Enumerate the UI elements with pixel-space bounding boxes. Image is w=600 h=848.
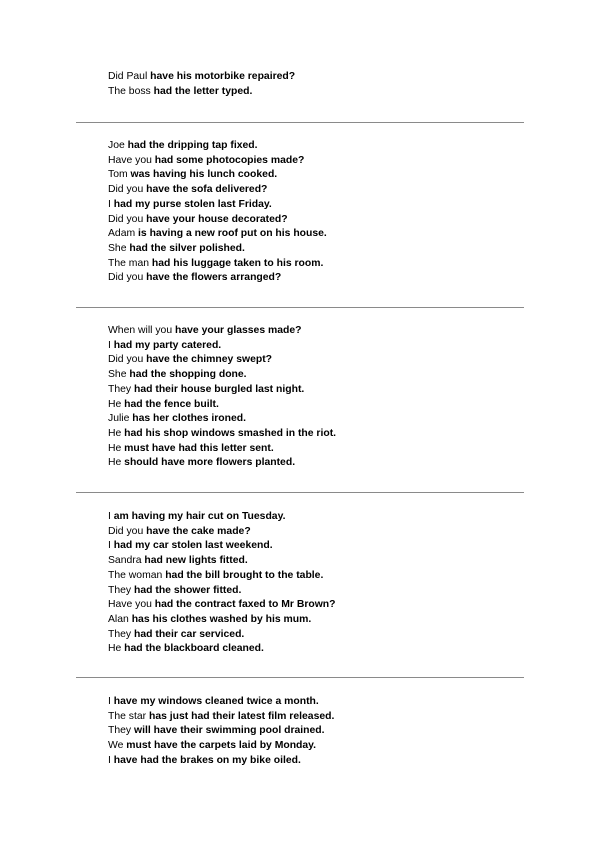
causative-answer: had the blackboard cleaned. — [124, 643, 264, 655]
causative-answer: have the chimney swept? — [146, 354, 273, 366]
causative-answer: had the silver polished. — [129, 242, 245, 254]
item-sentence — [108, 427, 336, 442]
causative-answer: must have the carpets laid by Monday. — [126, 740, 317, 752]
causative-answer: had my party catered. — [113, 339, 222, 351]
sentence-subject: Have you — [108, 154, 155, 166]
sentence-subject: I — [108, 696, 114, 707]
sentence-subject: The man — [108, 257, 152, 269]
causative-answer: has his clothes washed by his mum. — [131, 613, 312, 625]
causative-answer: is having a new roof put on his house. — [138, 228, 327, 240]
sentence-subject: She — [108, 242, 130, 254]
item-sentence — [108, 213, 288, 228]
causative-answer: had the bill brought to the table. — [165, 569, 324, 581]
item-sentence — [108, 569, 323, 584]
sentence-subject: They — [108, 628, 134, 640]
section-divider — [76, 307, 524, 308]
item-sentence — [108, 257, 323, 272]
item-sentence — [108, 525, 251, 540]
item-sentence — [108, 168, 277, 183]
item-sentence — [108, 353, 272, 368]
item-sentence — [108, 271, 281, 286]
sentence-subject: Julie — [108, 413, 133, 425]
item-sentence — [108, 710, 334, 725]
causative-answer: had their car serviced. — [134, 628, 245, 640]
item-sentence — [108, 456, 295, 471]
causative-answer: had their house burgled last night. — [134, 383, 305, 395]
item-sentence — [108, 398, 219, 413]
item-sentence — [108, 628, 244, 643]
sentence-subject: They — [108, 725, 134, 737]
sentence-subject: He — [108, 442, 125, 454]
section-divider — [76, 492, 524, 493]
causative-answer: has just had their latest film released. — [149, 710, 335, 722]
item-sentence — [108, 70, 295, 85]
sentence-subject: Did Paul — [108, 71, 151, 82]
item-sentence — [108, 339, 221, 354]
sentence-subject: I — [108, 198, 114, 210]
sentence-subject: Alan — [108, 613, 132, 625]
item-sentence — [108, 754, 301, 769]
item-sentence — [108, 539, 273, 554]
sentence-subject: Adam — [108, 228, 139, 240]
item-sentence — [108, 154, 304, 169]
sentence-subject: He — [108, 643, 125, 655]
causative-answer: had some photocopies made? — [154, 154, 305, 166]
item-sentence — [108, 368, 247, 383]
sentence-subject: We — [108, 740, 127, 752]
sentence-subject: They — [108, 584, 134, 596]
sentence-subject: I — [108, 511, 114, 522]
causative-answer: had the letter typed. — [153, 85, 253, 97]
causative-answer: must have had this letter sent. — [124, 442, 274, 454]
sentence-subject: He — [108, 427, 125, 439]
sentence-subject: She — [108, 369, 130, 381]
sentence-subject: Joe — [108, 140, 128, 151]
causative-answer: had the dripping tap fixed. — [127, 140, 258, 151]
sentence-subject: The boss — [108, 85, 154, 97]
section-divider — [76, 677, 524, 678]
item-sentence — [108, 554, 248, 569]
item-sentence — [108, 584, 241, 599]
causative-answer: have the sofa delivered? — [146, 184, 268, 196]
item-sentence — [108, 613, 311, 628]
causative-answer: had my car stolen last weekend. — [113, 540, 273, 552]
sentence-subject: Did you — [108, 272, 147, 284]
causative-answer: have your glasses made? — [175, 325, 302, 336]
causative-answer: was having his lunch cooked. — [130, 169, 278, 181]
causative-answer: had the shower fitted. — [134, 584, 242, 596]
item-sentence — [108, 198, 272, 213]
causative-answer: am having my hair cut on Tuesday. — [113, 511, 286, 522]
causative-answer: have his motorbike repaired? — [150, 71, 296, 82]
sentence-subject: I — [108, 339, 114, 351]
item-sentence — [108, 598, 336, 613]
causative-answer: had the fence built. — [124, 398, 219, 410]
sentence-subject: Tom — [108, 169, 131, 181]
causative-answer: has her clothes ironed. — [132, 413, 247, 425]
sentence-subject: Have you — [108, 599, 155, 611]
causative-answer: should have more flowers planted. — [124, 457, 296, 469]
sentence-subject: The woman — [108, 569, 166, 581]
sentence-subject: Sandra — [108, 555, 145, 567]
causative-answer: had his luggage taken to his room. — [151, 257, 324, 269]
causative-answer: had his shop windows smashed in the riot. — [124, 427, 337, 439]
item-sentence — [108, 442, 274, 457]
section-divider — [76, 122, 524, 123]
sentence-subject: I — [108, 540, 114, 552]
item-sentence — [108, 695, 319, 710]
causative-answer: have the flowers arranged? — [146, 272, 282, 284]
causative-answer: have had the brakes on my bike oiled. — [113, 754, 301, 766]
sentence-subject: He — [108, 457, 125, 469]
sentence-subject: He — [108, 398, 125, 410]
sentence-subject: Did you — [108, 184, 147, 196]
item-sentence — [108, 510, 285, 525]
sentence-subject: Did you — [108, 525, 147, 537]
item-sentence — [108, 324, 301, 339]
causative-answer: have your house decorated? — [146, 213, 288, 225]
item-sentence — [108, 724, 325, 739]
sentence-subject: I — [108, 754, 114, 766]
sentence-subject: Did you — [108, 213, 147, 225]
causative-answer: have my windows cleaned twice a month. — [113, 696, 319, 707]
sentence-subject: They — [108, 383, 134, 395]
causative-answer: will have their swimming pool drained. — [134, 725, 325, 737]
causative-answer: have the cake made? — [146, 525, 251, 537]
item-sentence — [108, 227, 327, 242]
sentence-subject: When will you — [108, 325, 175, 336]
item-sentence — [108, 183, 267, 198]
item-sentence — [108, 642, 264, 657]
item-sentence — [108, 412, 246, 427]
item-sentence — [108, 85, 252, 100]
item-sentence — [108, 139, 258, 154]
sentence-subject: The star — [108, 710, 149, 722]
item-sentence — [108, 242, 245, 257]
causative-answer: had new lights fitted. — [144, 555, 248, 567]
causative-answer: had my purse stolen last Friday. — [113, 198, 272, 210]
item-sentence — [108, 739, 316, 754]
item-sentence — [108, 383, 304, 398]
sentence-subject: Did you — [108, 354, 147, 366]
causative-answer: had the contract faxed to Mr Brown? — [154, 599, 336, 611]
causative-answer: had the shopping done. — [129, 369, 247, 381]
